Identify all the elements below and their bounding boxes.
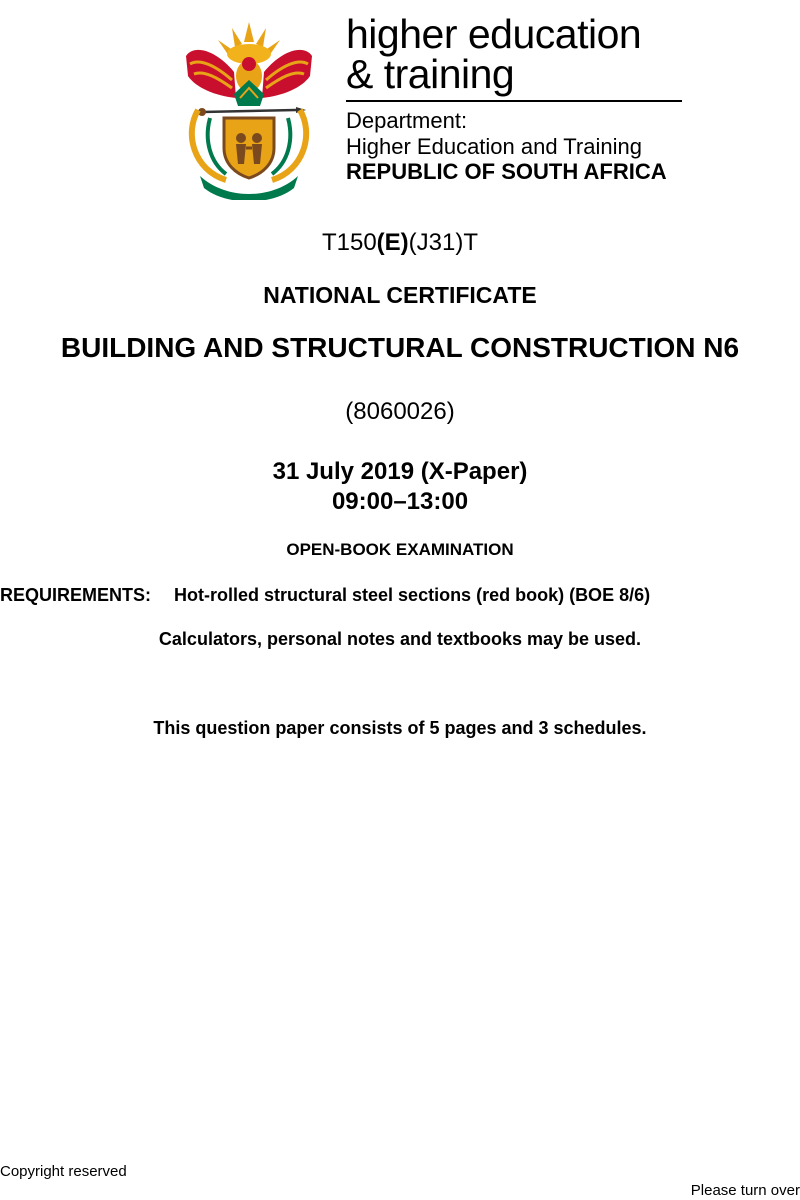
department-name-line2: & training [346,51,515,97]
country-name: REPUBLIC OF SOUTH AFRICA [346,159,667,184]
exam-time: 09:00–13:00 [331,488,469,515]
exam-type: OPEN-BOOK EXAMINATION [286,540,514,559]
subject-title: BUILDING AND STRUCTURAL CONSTRUCTION N6 [60,332,740,363]
turn-over-notice: Please turn over [690,1182,800,1199]
paper-code-suffix: (J31)T [408,229,479,256]
spear-icon [198,107,306,116]
page-count-note: This question paper consists of 5 pages and 3 schedules. [153,718,647,738]
copyright-notice: Copyright reserved [0,1163,127,1180]
subject-code: (8060026) [345,398,455,425]
department-label: Department: [346,108,468,133]
shield-icon [224,118,274,178]
motto-banner [200,176,298,200]
requirements-label: REQUIREMENTS: [0,585,152,605]
paper-code-language: (E) [376,229,409,256]
certificate-title: NATIONAL CERTIFICATE [263,282,537,308]
department-full-name: Higher Education and Training [346,134,642,159]
exam-date: 31 July 2019 (X-Paper) [272,458,528,485]
paper-code [0,228,800,258]
paper-code-prefix: T150 [321,229,377,256]
requirements-note: Calculators, personal notes and textbooks may be used. [158,629,642,649]
department-name-line1: higher education [346,11,642,57]
logo-divider [346,100,682,102]
requirements-text: Hot-rolled structural steel sections (red book) (BOE 8/6) [174,585,651,605]
coat-of-arms-logo [176,14,322,200]
